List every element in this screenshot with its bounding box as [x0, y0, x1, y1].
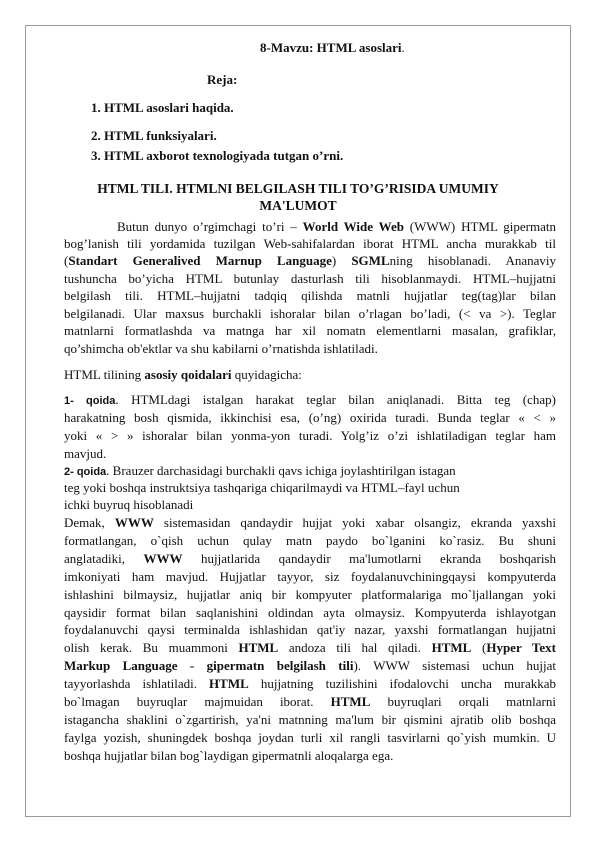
- rule1-line3: yoki « > » ishoralar bilan yonma-yon turadi. Yolg’iz o’zi ishlatiladigan teglar ham: [64, 428, 556, 443]
- para2-line14: boshqa hujjatlar bilan bog`laydigan gipermatnli aloqalarga ega.: [64, 748, 394, 763]
- topic-title: 8-Mavzu: HTML asoslari.: [260, 40, 405, 55]
- rule1-line4: mavjud.: [64, 446, 107, 461]
- para2-line9: Markup Language - gipermatn belgilash tili). WWW sistemasi uchun hujjat: [64, 658, 556, 673]
- plan-item-3: 3. HTML axborot texnologiyada tutgan o’rni.: [91, 148, 344, 163]
- para2-line5: ishlashini bilmaysiz, hujjatlar aniq bir kompyuter platformalariga mo`ljallangan yoki: [64, 587, 556, 602]
- para2-line3: anglatadiki, WWW hujjatlarida qandaydir ma'lumotlarni ekranda boshqarish: [64, 551, 556, 566]
- para2-line12: istagancha shaklini o`zgartirish, ya'ni matnning ma'lum bir qismini ajratib olib boshqa: [64, 712, 556, 727]
- rule2-line2: teg yoki boshqa instruktsiya tashqariga chiqarilmaydi va HTML–fayl uchun: [64, 480, 460, 495]
- para2-line6: qaysidir format bilan saqlanishini oldindan ayta olmaysiz. Kompyuterda ishlayotgan: [64, 605, 556, 620]
- section-heading-line1: HTML TILI. HTMLNI BELGILASH TILI TO’G’RISIDA UMUMIY: [97, 181, 499, 196]
- rules-intro: HTML tilining asosiy qoidalari quyidagicha:: [64, 367, 302, 382]
- plan-item-1: 1. HTML asoslari haqida.: [91, 100, 234, 115]
- para2-line8: olish kerak. Bu muammoni HTML andoza tili hal qiladi. HTML (Hyper Text: [64, 640, 556, 655]
- para2-line11: bo`lmagan buyruqlar majmuidan iborat. HTML buyruqlari orqali matnlarni: [64, 694, 556, 709]
- plan-label: Reja:: [207, 72, 238, 87]
- para1-line8: qo’shimcha ob'ektlar va shu kabilarni o’rnatishda ishlatiladi.: [64, 341, 378, 356]
- para2-line10: tayyorlashda ishlatiladi. HTML hujjatning tuzilishini ifodalovchi uncha murakkab: [64, 676, 556, 691]
- rule2-line3: ichki buyruq hisoblanadi: [64, 497, 194, 512]
- section-heading-line2: MA'LUMOT: [259, 198, 337, 213]
- para1-line3: (Standart Generalived Marnup Language) SGMLning hisoblanadi. Ananaviy: [64, 253, 556, 268]
- para1-line6: belgilanadi. Ular maxsus burchakli ishoralar bilan o’rlagan bo’ladi, (< va >). Teglar: [64, 306, 556, 321]
- plan-item-2: 2. HTML funksiyalari.: [91, 128, 217, 143]
- para1-line1: Butun dunyo o’rgimchagi to’ri – World Wide Web (WWW) HTML gipermatn: [117, 219, 556, 234]
- rule1-line1: 1- qoida. HTMLdagi istalgan harakat teglar bilan aniqlanadi. Bitta teg (chap): [64, 392, 556, 407]
- para1-line2: bog’lanish tili yordamida tuzilgan Web-sahifalardan iborat HTML ancha murakkab til: [64, 236, 556, 251]
- para2-line13: faylga yozish, shuningdek boshqa joydan turli xil rangli tasvirlarni qo`yish mumkin. U: [64, 730, 556, 745]
- para2-line7: foydalanuvchi qaysi terminalda ishlashidan qat'iy nazar, yaxshi formatlangan hujjatni: [64, 622, 556, 637]
- para2-line4: imkoniyati ham mavjud. Hujjatlar tayyor, siz foydalanuvchiningqaysi kompyuterda: [64, 569, 556, 584]
- para1-line5: belgilash tili. HTML–hujjatni tadqiq qilishda matnli hujjatlar teg(tag)lar bilan: [64, 288, 556, 303]
- rule2-line1: 2- qoida. Brauzer darchasidagi burchakli qavs ichiga joylashtirilgan istagan: [64, 463, 456, 478]
- para2-line2: formatlangan, o`qish uchun qulay matn paydo bo`lganini ko`rasiz. Bu shuni: [64, 533, 556, 548]
- para2-line1: Demak, WWW sistemasidan qandaydir hujjat yoki xabar olsangiz, ekranda yaxshi: [64, 515, 557, 530]
- rule1-line2: harakatning bosh qismida, ikkinchisi esa, (o’ng) oxirida turadi. Bunda teglar « < »: [64, 410, 556, 425]
- para1-line4: tushuncha bo’yicha HTML butunlay dasturlash tili hisoblanmaydi. HTML–hujjatni: [64, 271, 556, 286]
- para1-line7: matnlarni formatlashda va matnga har xil nomatn elementlarni masalan, grafiklar,: [64, 323, 556, 338]
